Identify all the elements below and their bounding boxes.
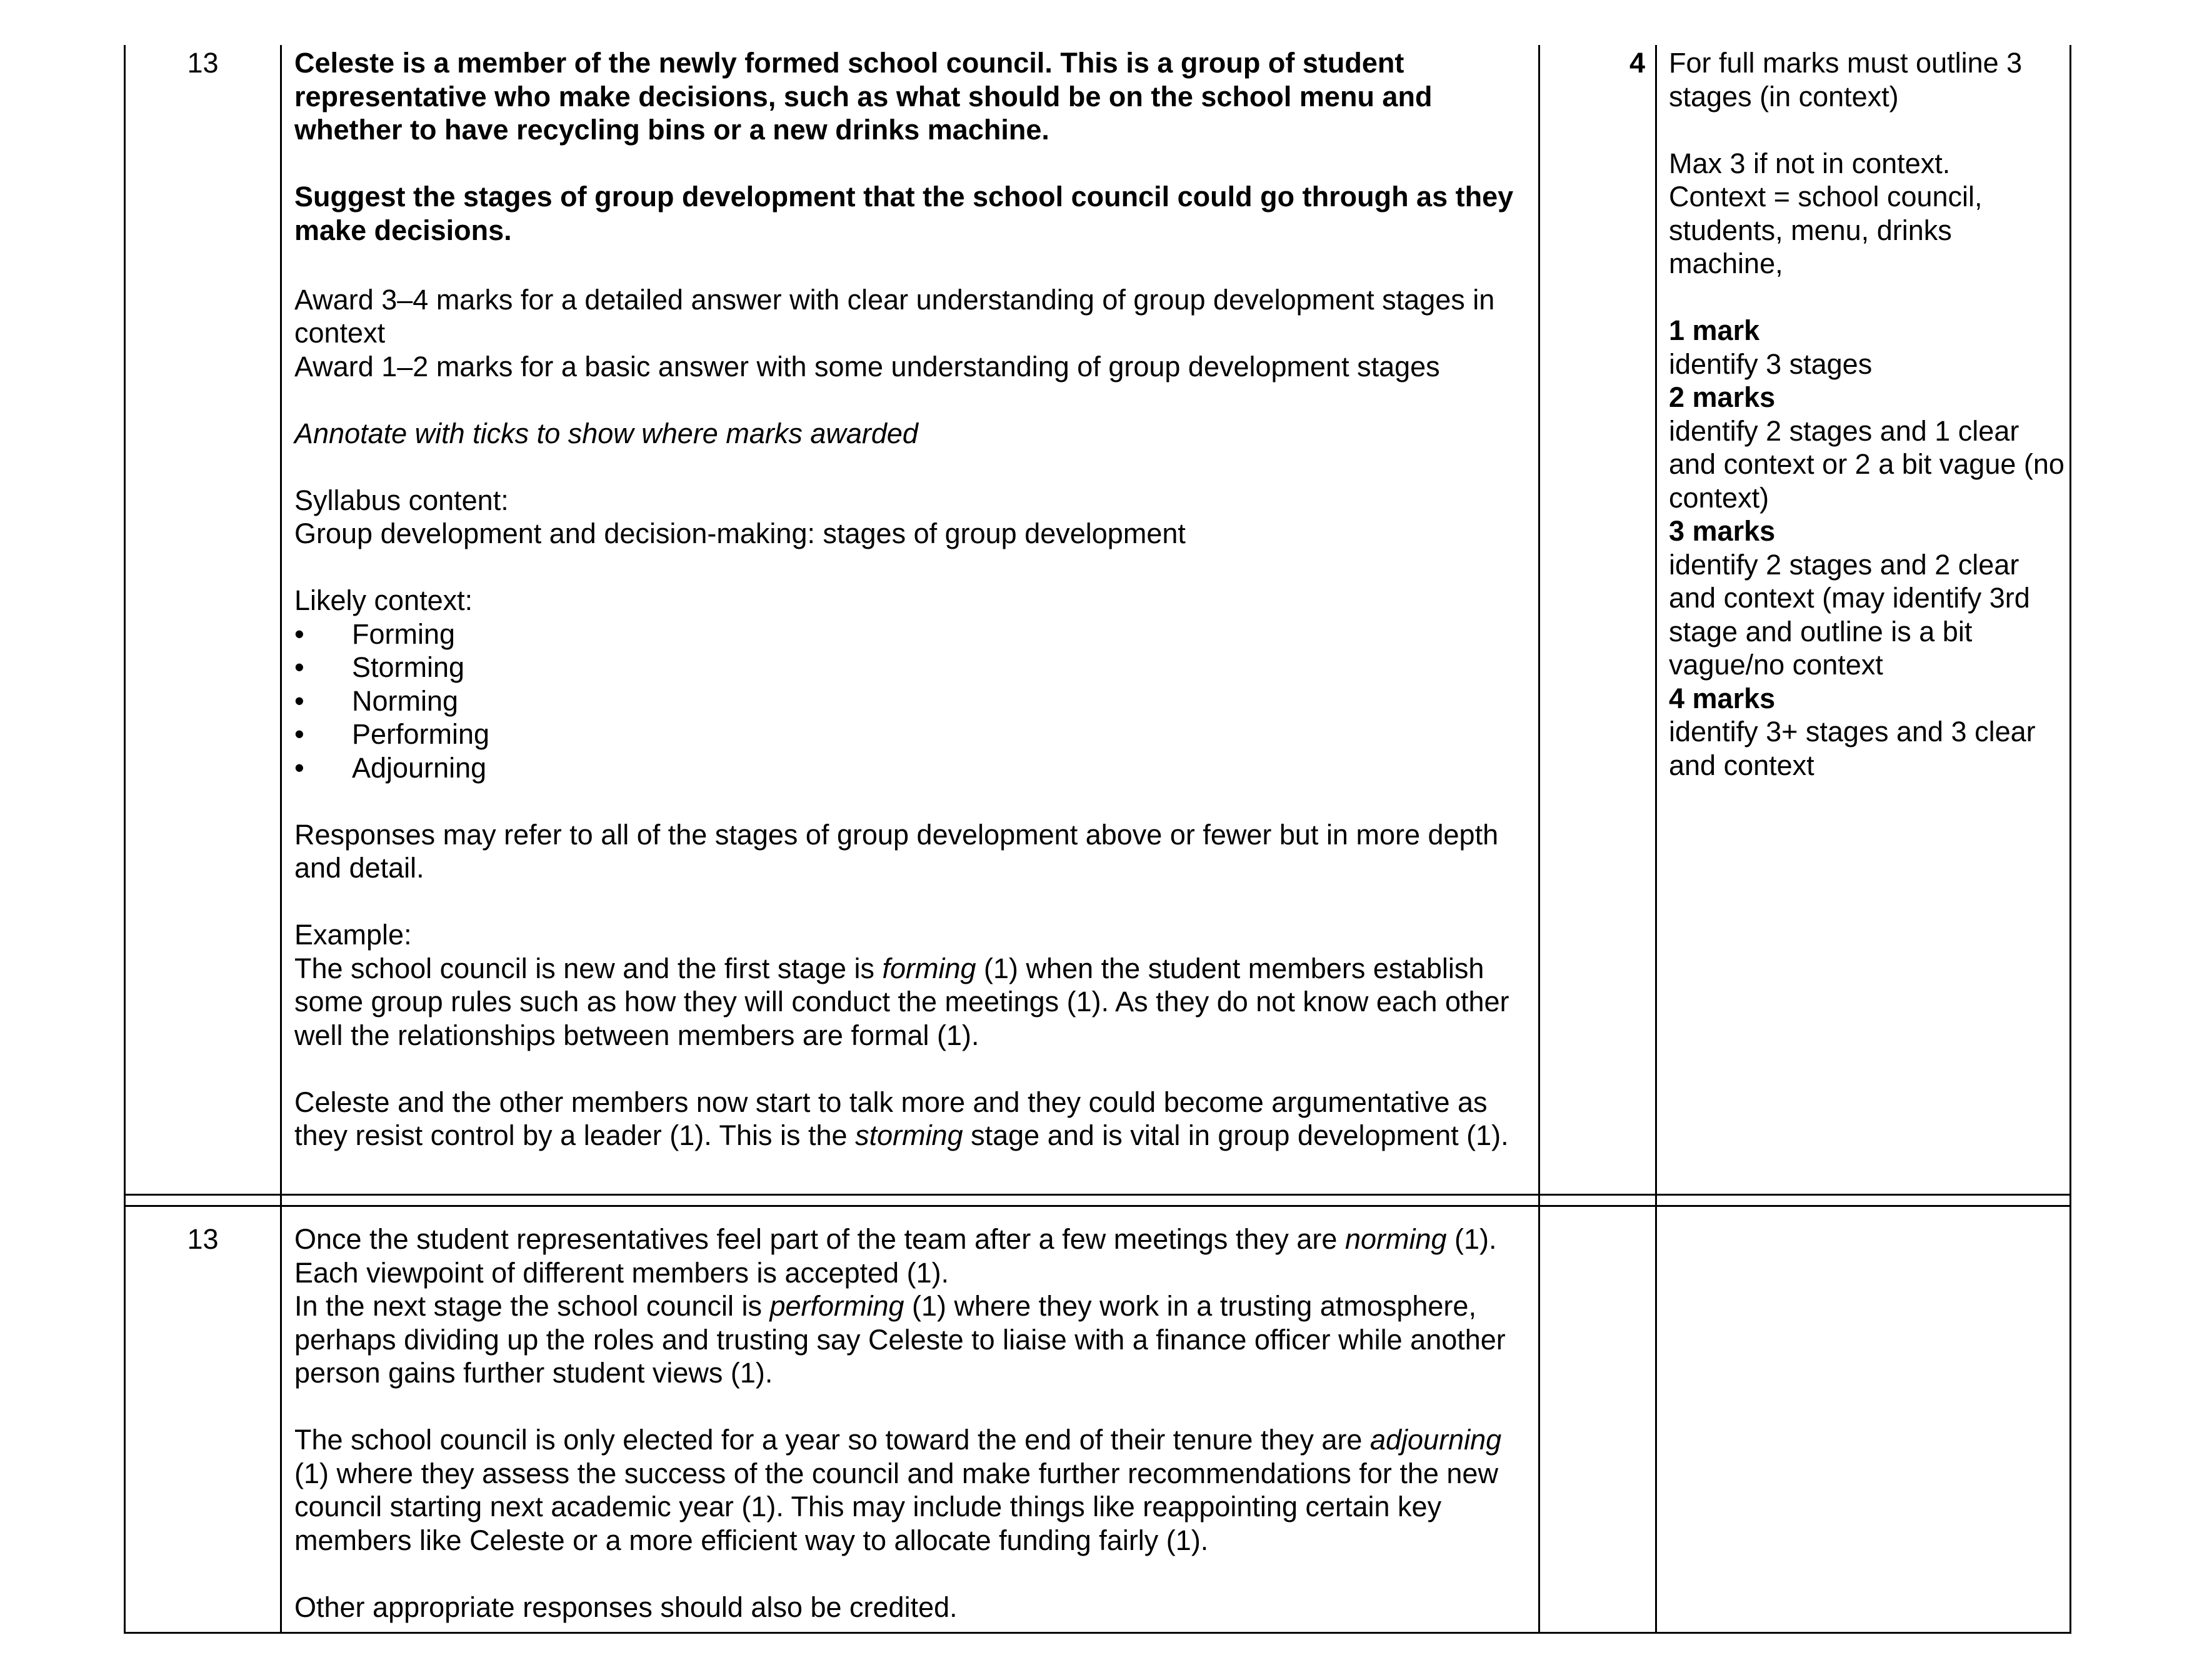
list-item: • Performing <box>294 718 490 750</box>
answer-column-continued <box>294 1222 1529 1624</box>
example-forming: The school council is new and the first stage is forming (1) when the student members establish some group rules such as how they will conduct the meetings (1). As they do not know each other well the relationships between members are formal (1). <box>294 952 1509 1051</box>
guidance-intro: For full marks must outline 3 stages (in context) <box>1669 47 2023 112</box>
example-viewpoint: Each viewpoint of different members is accepted (1). <box>294 1256 949 1289</box>
row-separator <box>124 1205 2071 1207</box>
example-performing: In the next stage the school council is performing (1) where they work in a trusting atmosphere, perhaps dividing up the roles and trusting say Celeste to liaise with a finance officer while another person gains further student views (1). <box>294 1290 1506 1389</box>
table-rule <box>2069 45 2071 1225</box>
stages-list <box>294 618 1529 785</box>
row-separator <box>124 1194 2071 1196</box>
table-rule <box>280 45 282 1225</box>
list-item: • Forming <box>294 618 456 650</box>
guidance-column <box>1669 46 2066 782</box>
table-bottom-rule <box>124 1632 2071 1634</box>
mark-level-text: identify 2 stages and 1 clear and context or 2 a bit vague (no context) <box>1669 414 2064 514</box>
list-item: • Adjourning <box>294 751 487 784</box>
award-guidance: Award 1–2 marks for a basic answer with some understanding of group development stages <box>294 350 1440 382</box>
question-number: 13 <box>187 1223 219 1255</box>
bullet-icon: • <box>294 751 304 784</box>
question-task: Suggest the stages of group development that the school council could go through as they make decisions. <box>294 181 1514 246</box>
example-adjourning: The school council is only elected for a year so toward the end of their tenure they are adjourning (1) where they assess the success of the council and make further recommendations for the new council starting next academic year (1). This may include things like reappointing certain key members like Celeste or a more efficient way to allocate funding fairly (1). <box>294 1424 1502 1556</box>
table-rule <box>280 1205 282 1634</box>
mark-level-text: identify 3 stages <box>1669 348 1873 380</box>
likely-context-label: Likely context: <box>294 584 473 616</box>
question-prompt: Celeste is a member of the newly formed school council. This is a group of student representative who make decisions, such as what should be on the school menu and whether to have recycling bins or a new drinks machine. <box>294 47 1433 146</box>
bullet-icon: • <box>294 684 304 717</box>
responses-note: Responses may refer to all of the stages of group development above or fewer but in more depth and detail. <box>294 818 1499 884</box>
mark-level-text: identify 2 stages and 2 clear and context (may identify 3rd stage and outline is a bit vague/no context <box>1669 548 2030 681</box>
example-storming: Celeste and the other members now start to talk more and they could become argumentative as they resist control by a leader (1). This is the storming stage and is vital in group development (1). <box>294 1086 1509 1151</box>
mark-level-label: 2 marks <box>1669 381 1776 413</box>
table-rule <box>1538 45 1540 1225</box>
closing-note: Other appropriate responses should also be credited. <box>294 1591 958 1623</box>
mark-level-label: 1 mark <box>1669 314 1760 346</box>
table-rule <box>2069 1205 2071 1634</box>
question-number: 13 <box>187 47 219 79</box>
table-rule <box>1655 45 1657 1225</box>
table-rule <box>124 1205 126 1634</box>
list-item: • Storming <box>294 651 465 683</box>
bullet-icon: • <box>294 651 304 683</box>
mark-level-label: 4 marks <box>1669 682 1776 714</box>
example-label: Example: <box>294 919 412 951</box>
mark-level-text: identify 3+ stages and 3 clear and context <box>1669 716 2036 781</box>
award-guidance: Award 3–4 marks for a detailed answer with clear understanding of group development stages in context <box>294 283 1495 349</box>
guidance-context-note: Context = school council, students, menu, drinks machine, <box>1669 181 1983 279</box>
answer-column <box>294 46 1529 1152</box>
guidance-max-note: Max 3 if not in context. <box>1669 147 1951 179</box>
total-marks: 4 <box>1629 47 1645 79</box>
bullet-icon: • <box>294 618 304 650</box>
table-rule <box>1655 1205 1657 1634</box>
mark-level-label: 3 marks <box>1669 515 1776 547</box>
table-rule <box>124 45 126 1225</box>
annotation-instruction: Annotate with ticks to show where marks awarded <box>294 417 918 449</box>
syllabus-label: Syllabus content: <box>294 484 509 516</box>
syllabus-text: Group development and decision-making: stages of group development <box>294 518 1186 549</box>
bullet-icon: • <box>294 718 304 750</box>
list-item: • Norming <box>294 684 459 717</box>
table-rule <box>1538 1205 1540 1634</box>
example-norming: Once the student representatives feel part of the team after a few meetings they are norming (1). <box>294 1223 1497 1255</box>
